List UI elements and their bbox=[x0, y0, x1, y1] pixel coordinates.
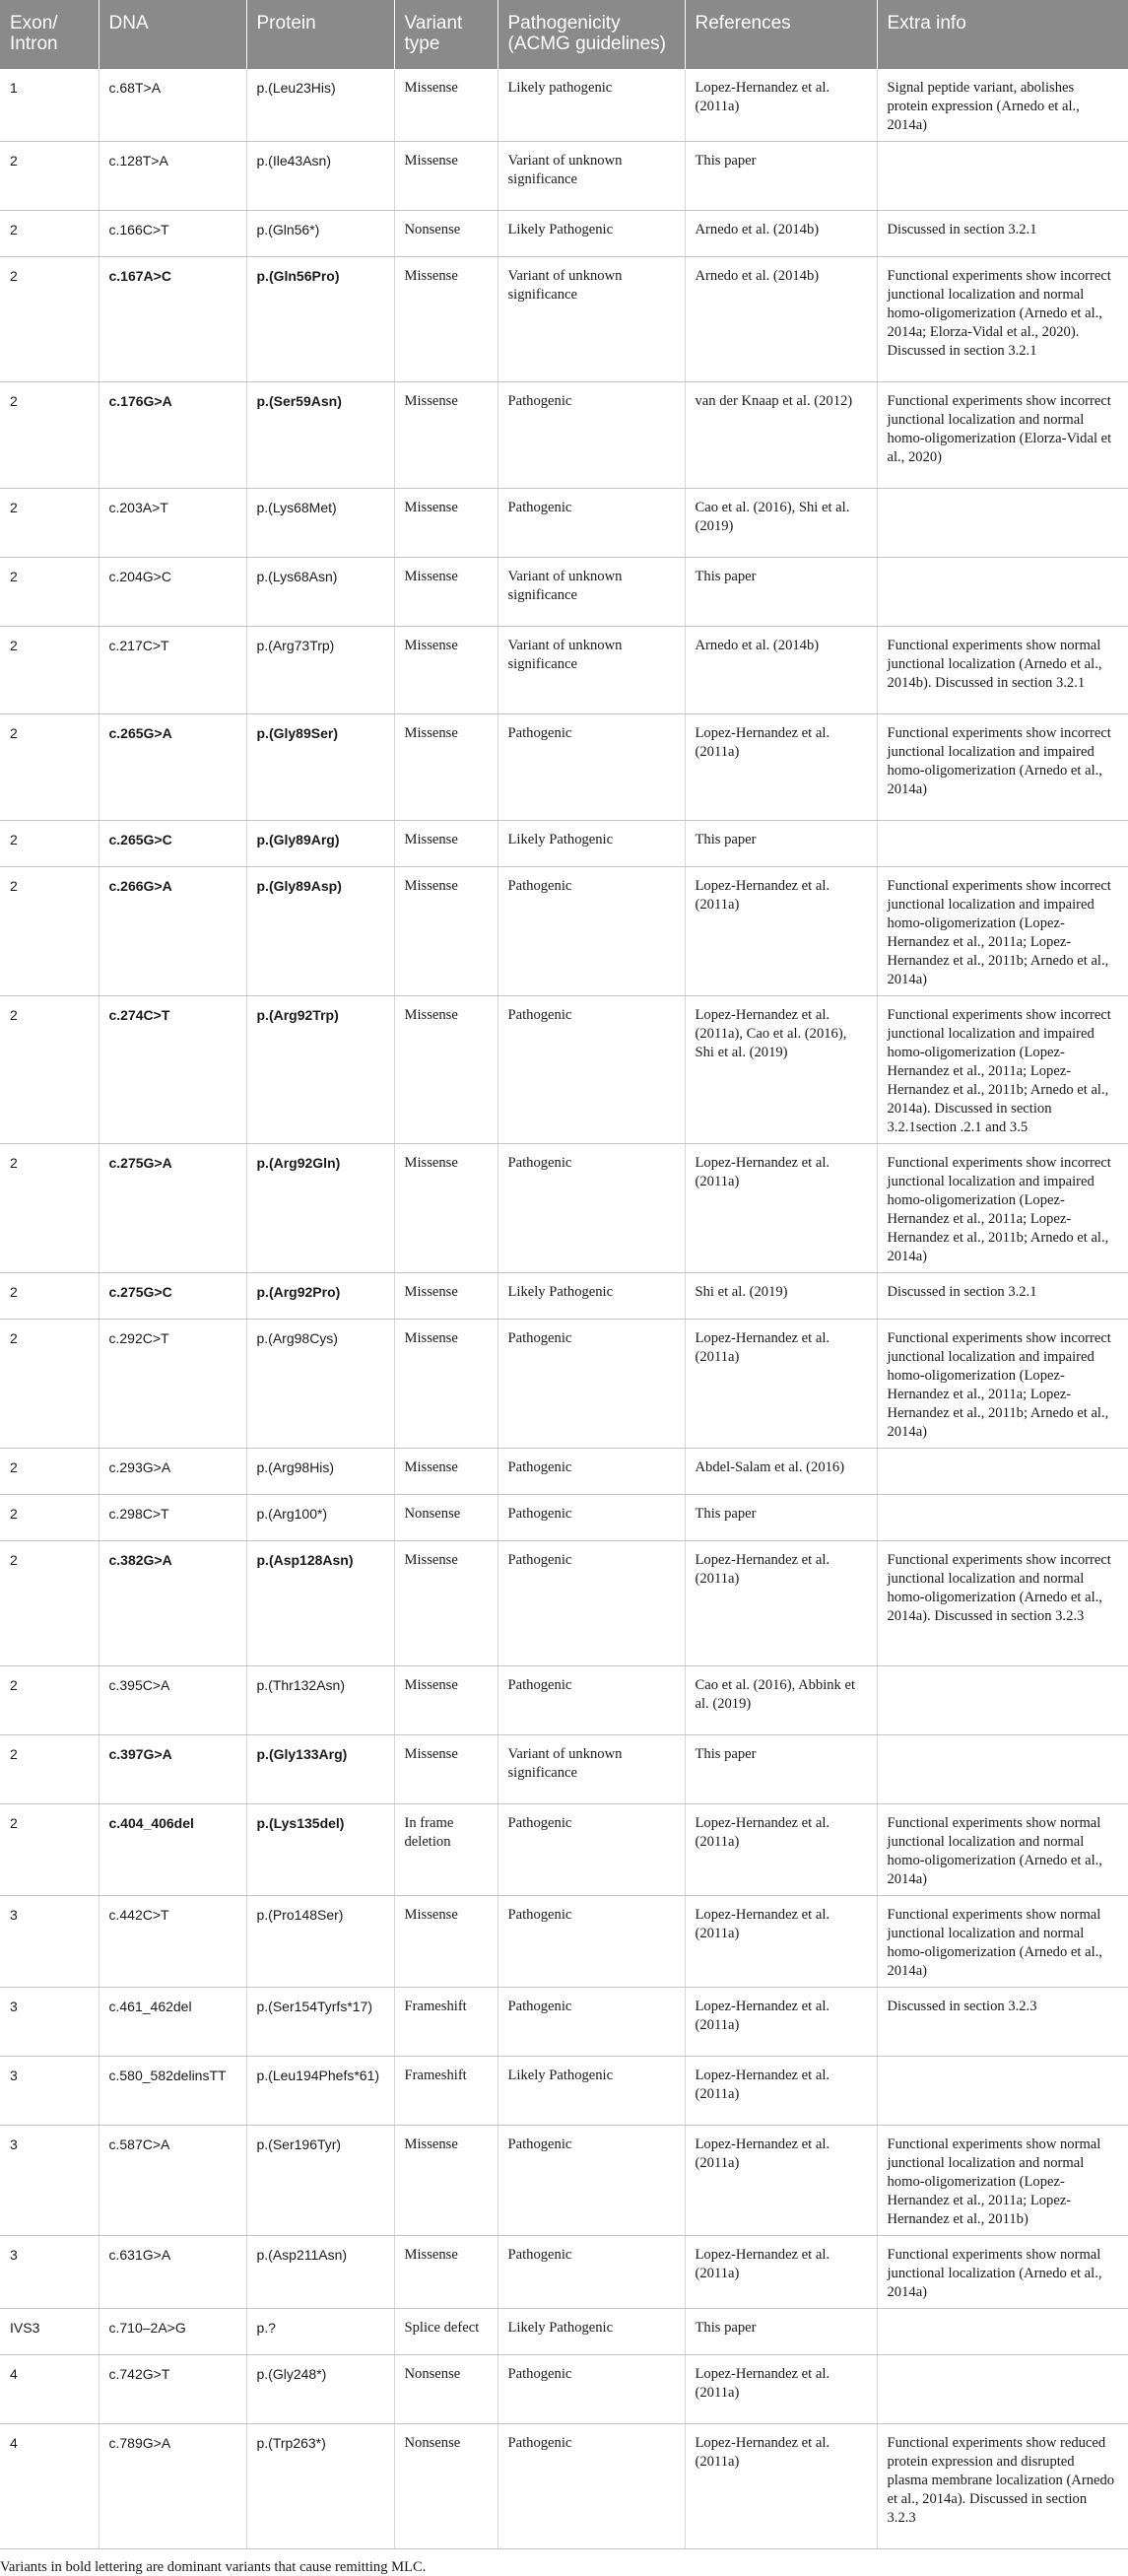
cell-variant-type: Missense bbox=[394, 489, 498, 558]
cell-exon: 4 bbox=[0, 2355, 99, 2424]
cell-protein: p.(Gln56*) bbox=[246, 211, 394, 257]
cell-dna: c.176G>A bbox=[99, 382, 246, 489]
cell-exon: 3 bbox=[0, 2057, 99, 2126]
cell-dna: c.68T>A bbox=[99, 69, 246, 142]
cell-variant-type: Missense bbox=[394, 2236, 498, 2309]
cell-pathogenicity: Variant of unknown significance bbox=[498, 142, 685, 211]
cell-exon: IVS3 bbox=[0, 2309, 99, 2355]
table-row bbox=[0, 1666, 1128, 1735]
cell-protein: p.(Pro148Ser) bbox=[246, 1896, 394, 1988]
cell-dna: c.265G>C bbox=[99, 821, 246, 867]
cell-variant-type: Missense bbox=[394, 142, 498, 211]
cell-pathogenicity: Likely pathogenic bbox=[498, 69, 685, 142]
cell-protein: p.(Leu194Phefs*61) bbox=[246, 2057, 394, 2126]
table-row bbox=[0, 382, 1128, 489]
cell-protein: p.(Arg92Gln) bbox=[246, 1144, 394, 1273]
cell-exon: 2 bbox=[0, 1144, 99, 1273]
cell-variant-type: Missense bbox=[394, 1449, 498, 1495]
cell-exon: 3 bbox=[0, 2126, 99, 2236]
cell-dna: c.789G>A bbox=[99, 2424, 246, 2549]
cell-references: Cao et al. (2016), Shi et al. (2019) bbox=[685, 489, 877, 558]
cell-exon: 2 bbox=[0, 867, 99, 996]
table-row bbox=[0, 2126, 1128, 2236]
cell-dna: c.275G>C bbox=[99, 1273, 246, 1320]
cell-exon: 2 bbox=[0, 142, 99, 211]
cell-variant-type: Missense bbox=[394, 1541, 498, 1666]
cell-extra-info: Signal peptide variant, abolishes protein expression (Arnedo et al., 2014a) bbox=[877, 69, 1128, 142]
cell-pathogenicity: Pathogenic bbox=[498, 1666, 685, 1735]
cell-extra-info: Functional experiments show normal junctional localization and normal homo-oligomerization (Lopez-Hernandez et al., 2011a; Lopez-Hernandez et al., 2011b) bbox=[877, 2126, 1128, 2236]
cell-references: This paper bbox=[685, 821, 877, 867]
cell-extra-info bbox=[877, 821, 1128, 867]
cell-protein: p.(Arg73Trp) bbox=[246, 627, 394, 714]
cell-dna: c.203A>T bbox=[99, 489, 246, 558]
cell-variant-type: Nonsense bbox=[394, 2355, 498, 2424]
cell-extra-info: Functional experiments show incorrect junctional localization and impaired homo-oligomerization (Lopez-Hernandez et al., 2011a; Lopez-Hernandez et al., 2011b; Arnedo et al., 2014a). Discussed in section 3.2.1section .2.1 and 3.5 bbox=[877, 996, 1128, 1144]
cell-dna: c.395C>A bbox=[99, 1666, 246, 1735]
cell-references: This paper bbox=[685, 2309, 877, 2355]
cell-variant-type: Missense bbox=[394, 1896, 498, 1988]
table-row bbox=[0, 142, 1128, 211]
cell-variant-type: In frame deletion bbox=[394, 1804, 498, 1896]
cell-protein: p.(Lys68Asn) bbox=[246, 558, 394, 627]
cell-exon: 3 bbox=[0, 2236, 99, 2309]
table-row bbox=[0, 2236, 1128, 2309]
cell-extra-info: Functional experiments show normal junctional localization and normal homo-oligomerization (Arnedo et al., 2014a) bbox=[877, 1896, 1128, 1988]
header-dna: DNA bbox=[99, 0, 246, 69]
header-extra-info: Extra info bbox=[877, 0, 1128, 69]
cell-references: This paper bbox=[685, 142, 877, 211]
cell-pathogenicity: Variant of unknown significance bbox=[498, 1735, 685, 1804]
table-row bbox=[0, 2309, 1128, 2355]
table-row bbox=[0, 1896, 1128, 1988]
cell-variant-type: Splice defect bbox=[394, 2309, 498, 2355]
cell-references: Cao et al. (2016), Abbink et al. (2019) bbox=[685, 1666, 877, 1735]
cell-references: Lopez-Hernandez et al. (2011a) bbox=[685, 714, 877, 821]
cell-variant-type: Missense bbox=[394, 382, 498, 489]
table-header-row bbox=[0, 0, 1128, 69]
cell-dna: c.442C>T bbox=[99, 1896, 246, 1988]
cell-references: van der Knaap et al. (2012) bbox=[685, 382, 877, 489]
cell-protein: p.(Asp128Asn) bbox=[246, 1541, 394, 1666]
cell-extra-info bbox=[877, 1666, 1128, 1735]
cell-dna: c.265G>A bbox=[99, 714, 246, 821]
cell-protein: p.(Lys135del) bbox=[246, 1804, 394, 1896]
cell-references: Lopez-Hernandez et al. (2011a), Cao et al. (2016), Shi et al. (2019) bbox=[685, 996, 877, 1144]
cell-protein: p.(Arg100*) bbox=[246, 1495, 394, 1541]
table-row bbox=[0, 2355, 1128, 2424]
cell-pathogenicity: Variant of unknown significance bbox=[498, 627, 685, 714]
header-variant-type: Variant type bbox=[394, 0, 498, 69]
cell-protein: p.(Gly89Asp) bbox=[246, 867, 394, 996]
cell-extra-info bbox=[877, 2355, 1128, 2424]
header-protein: Protein bbox=[246, 0, 394, 69]
cell-extra-info: Functional experiments show normal junctional localization (Arnedo et al., 2014a) bbox=[877, 2236, 1128, 2309]
cell-references: This paper bbox=[685, 558, 877, 627]
cell-dna: c.128T>A bbox=[99, 142, 246, 211]
cell-dna: c.293G>A bbox=[99, 1449, 246, 1495]
cell-dna: c.382G>A bbox=[99, 1541, 246, 1666]
cell-references: Lopez-Hernandez et al. (2011a) bbox=[685, 867, 877, 996]
cell-pathogenicity: Pathogenic bbox=[498, 1896, 685, 1988]
cell-dna: c.580_582delinsTT bbox=[99, 2057, 246, 2126]
cell-exon: 2 bbox=[0, 627, 99, 714]
cell-extra-info bbox=[877, 558, 1128, 627]
cell-variant-type: Missense bbox=[394, 1273, 498, 1320]
cell-references: Lopez-Hernandez et al. (2011a) bbox=[685, 2424, 877, 2549]
cell-extra-info: Discussed in section 3.2.1 bbox=[877, 1273, 1128, 1320]
cell-extra-info bbox=[877, 1735, 1128, 1804]
header-references: References bbox=[685, 0, 877, 69]
cell-pathogenicity: Pathogenic bbox=[498, 1541, 685, 1666]
cell-pathogenicity: Pathogenic bbox=[498, 1449, 685, 1495]
cell-pathogenicity: Pathogenic bbox=[498, 1495, 685, 1541]
cell-protein: p.(Arg98His) bbox=[246, 1449, 394, 1495]
cell-variant-type: Missense bbox=[394, 1666, 498, 1735]
table-row bbox=[0, 2424, 1128, 2549]
cell-pathogenicity: Pathogenic bbox=[498, 2355, 685, 2424]
table-row bbox=[0, 1495, 1128, 1541]
cell-references: Lopez-Hernandez et al. (2011a) bbox=[685, 1144, 877, 1273]
cell-dna: c.742G>T bbox=[99, 2355, 246, 2424]
cell-dna: c.217C>T bbox=[99, 627, 246, 714]
table-row bbox=[0, 1273, 1128, 1320]
cell-references: Shi et al. (2019) bbox=[685, 1273, 877, 1320]
cell-dna: c.275G>A bbox=[99, 1144, 246, 1273]
cell-exon: 2 bbox=[0, 211, 99, 257]
table-row bbox=[0, 558, 1128, 627]
table-row bbox=[0, 1144, 1128, 1273]
cell-protein: p.(Gly248*) bbox=[246, 2355, 394, 2424]
cell-dna: c.587C>A bbox=[99, 2126, 246, 2236]
table-row bbox=[0, 211, 1128, 257]
cell-variant-type: Missense bbox=[394, 714, 498, 821]
cell-pathogenicity: Likely Pathogenic bbox=[498, 211, 685, 257]
cell-protein: p.(Ile43Asn) bbox=[246, 142, 394, 211]
cell-dna: c.397G>A bbox=[99, 1735, 246, 1804]
cell-exon: 2 bbox=[0, 1666, 99, 1735]
cell-extra-info: Functional experiments show incorrect junctional localization and impaired homo-oligomerization (Lopez-Hernandez et al., 2011a; Lopez-Hernandez et al., 2011b; Arnedo et al., 2014a) bbox=[877, 867, 1128, 996]
cell-exon: 2 bbox=[0, 996, 99, 1144]
cell-variant-type: Missense bbox=[394, 257, 498, 382]
cell-references: Lopez-Hernandez et al. (2011a) bbox=[685, 69, 877, 142]
cell-extra-info: Functional experiments show incorrect junctional localization and impaired homo-oligomerization (Lopez-Hernandez et al., 2011a; Lopez-Hernandez et al., 2011b; Arnedo et al., 2014a) bbox=[877, 1144, 1128, 1273]
cell-references: Abdel-Salam et al. (2016) bbox=[685, 1449, 877, 1495]
cell-variant-type: Missense bbox=[394, 1144, 498, 1273]
cell-exon: 2 bbox=[0, 1273, 99, 1320]
cell-exon: 3 bbox=[0, 1896, 99, 1988]
cell-variant-type: Missense bbox=[394, 1320, 498, 1449]
cell-protein: p.(Lys68Met) bbox=[246, 489, 394, 558]
cell-extra-info bbox=[877, 142, 1128, 211]
table-footnote: Variants in bold lettering are dominant variants that cause remitting MLC. bbox=[0, 2559, 427, 2575]
cell-dna: c.167A>C bbox=[99, 257, 246, 382]
cell-references: Lopez-Hernandez et al. (2011a) bbox=[685, 1988, 877, 2057]
cell-protein: p.(Thr132Asn) bbox=[246, 1666, 394, 1735]
cell-exon: 2 bbox=[0, 558, 99, 627]
cell-extra-info: Functional experiments show incorrect junctional localization and normal homo-oligomerization (Arnedo et al., 2014a; Elorza-Vidal et al., 2020). Discussed in section 3.2.1 bbox=[877, 257, 1128, 382]
cell-pathogenicity: Likely Pathogenic bbox=[498, 2309, 685, 2355]
cell-pathogenicity: Likely Pathogenic bbox=[498, 2057, 685, 2126]
table-row bbox=[0, 489, 1128, 558]
cell-extra-info: Functional experiments show incorrect junctional localization and normal homo-oligomerization (Elorza-Vidal et al., 2020) bbox=[877, 382, 1128, 489]
table-row bbox=[0, 1804, 1128, 1896]
cell-extra-info: Functional experiments show incorrect junctional localization and normal homo-oligomerization (Arnedo et al., 2014a). Discussed in section 3.2.3 bbox=[877, 1541, 1128, 1666]
cell-dna: c.631G>A bbox=[99, 2236, 246, 2309]
cell-pathogenicity: Pathogenic bbox=[498, 382, 685, 489]
cell-variant-type: Missense bbox=[394, 821, 498, 867]
table-row bbox=[0, 1541, 1128, 1666]
cell-exon: 2 bbox=[0, 1804, 99, 1896]
cell-pathogenicity: Pathogenic bbox=[498, 1804, 685, 1896]
cell-extra-info: Functional experiments show reduced protein expression and disrupted plasma membrane localization (Arnedo et al., 2014a). Discussed in section 3.2.3 bbox=[877, 2424, 1128, 2549]
cell-references: Lopez-Hernandez et al. (2011a) bbox=[685, 1804, 877, 1896]
cell-references: This paper bbox=[685, 1495, 877, 1541]
cell-protein: p.? bbox=[246, 2309, 394, 2355]
table-row bbox=[0, 867, 1128, 996]
table-row bbox=[0, 714, 1128, 821]
cell-extra-info bbox=[877, 489, 1128, 558]
cell-protein: p.(Trp263*) bbox=[246, 2424, 394, 2549]
cell-exon: 3 bbox=[0, 1988, 99, 2057]
cell-variant-type: Missense bbox=[394, 996, 498, 1144]
cell-protein: p.(Arg98Cys) bbox=[246, 1320, 394, 1449]
cell-extra-info: Functional experiments show incorrect junctional localization and impaired homo-oligomerization (Arnedo et al., 2014a) bbox=[877, 714, 1128, 821]
header-pathogenicity: Pathogenicity (ACMG guidelines) bbox=[498, 0, 685, 69]
cell-variant-type: Frameshift bbox=[394, 1988, 498, 2057]
cell-variant-type: Missense bbox=[394, 69, 498, 142]
cell-references: Arnedo et al. (2014b) bbox=[685, 627, 877, 714]
cell-exon: 1 bbox=[0, 69, 99, 142]
cell-references: Arnedo et al. (2014b) bbox=[685, 211, 877, 257]
cell-variant-type: Missense bbox=[394, 627, 498, 714]
cell-pathogenicity: Variant of unknown significance bbox=[498, 558, 685, 627]
cell-protein: p.(Ser59Asn) bbox=[246, 382, 394, 489]
cell-pathogenicity: Pathogenic bbox=[498, 489, 685, 558]
cell-variant-type: Missense bbox=[394, 2126, 498, 2236]
cell-references: This paper bbox=[685, 1735, 877, 1804]
table-row bbox=[0, 627, 1128, 714]
cell-pathogenicity: Pathogenic bbox=[498, 2126, 685, 2236]
cell-variant-type: Missense bbox=[394, 558, 498, 627]
cell-dna: c.274C>T bbox=[99, 996, 246, 1144]
table-row bbox=[0, 1735, 1128, 1804]
table-row bbox=[0, 1449, 1128, 1495]
cell-dna: c.404_406del bbox=[99, 1804, 246, 1896]
cell-pathogenicity: Pathogenic bbox=[498, 714, 685, 821]
table-row bbox=[0, 821, 1128, 867]
cell-extra-info bbox=[877, 1495, 1128, 1541]
cell-variant-type: Nonsense bbox=[394, 2424, 498, 2549]
cell-pathogenicity: Pathogenic bbox=[498, 2236, 685, 2309]
cell-exon: 2 bbox=[0, 382, 99, 489]
cell-protein: p.(Arg92Pro) bbox=[246, 1273, 394, 1320]
table-row bbox=[0, 1988, 1128, 2057]
cell-references: Lopez-Hernandez et al. (2011a) bbox=[685, 1541, 877, 1666]
cell-exon: 2 bbox=[0, 821, 99, 867]
cell-variant-type: Missense bbox=[394, 867, 498, 996]
table-body bbox=[0, 69, 1128, 2549]
cell-dna: c.461_462del bbox=[99, 1988, 246, 2057]
cell-dna: c.266G>A bbox=[99, 867, 246, 996]
cell-extra-info bbox=[877, 1449, 1128, 1495]
cell-references: Lopez-Hernandez et al. (2011a) bbox=[685, 2355, 877, 2424]
cell-extra-info: Discussed in section 3.2.3 bbox=[877, 1988, 1128, 2057]
cell-pathogenicity: Pathogenic bbox=[498, 1988, 685, 2057]
table-row bbox=[0, 69, 1128, 142]
cell-protein: p.(Gly133Arg) bbox=[246, 1735, 394, 1804]
cell-protein: p.(Gln56Pro) bbox=[246, 257, 394, 382]
cell-extra-info: Functional experiments show normal junctional localization and normal homo-oligomerization (Arnedo et al., 2014a) bbox=[877, 1804, 1128, 1896]
table-row bbox=[0, 1320, 1128, 1449]
cell-dna: c.710–2A>G bbox=[99, 2309, 246, 2355]
cell-references: Lopez-Hernandez et al. (2011a) bbox=[685, 2057, 877, 2126]
cell-references: Arnedo et al. (2014b) bbox=[685, 257, 877, 382]
cell-exon: 2 bbox=[0, 714, 99, 821]
cell-protein: p.(Gly89Arg) bbox=[246, 821, 394, 867]
cell-variant-type: Frameshift bbox=[394, 2057, 498, 2126]
table-row bbox=[0, 996, 1128, 1144]
cell-exon: 2 bbox=[0, 1735, 99, 1804]
cell-variant-type: Nonsense bbox=[394, 211, 498, 257]
cell-pathogenicity: Pathogenic bbox=[498, 867, 685, 996]
cell-extra-info bbox=[877, 2309, 1128, 2355]
cell-pathogenicity: Pathogenic bbox=[498, 996, 685, 1144]
cell-dna: c.292C>T bbox=[99, 1320, 246, 1449]
cell-protein: p.(Asp211Asn) bbox=[246, 2236, 394, 2309]
cell-pathogenicity: Variant of unknown significance bbox=[498, 257, 685, 382]
cell-dna: c.166C>T bbox=[99, 211, 246, 257]
cell-references: Lopez-Hernandez et al. (2011a) bbox=[685, 2126, 877, 2236]
cell-extra-info bbox=[877, 2057, 1128, 2126]
cell-exon: 2 bbox=[0, 1541, 99, 1666]
cell-protein: p.(Ser154Tyrfs*17) bbox=[246, 1988, 394, 2057]
cell-exon: 2 bbox=[0, 1495, 99, 1541]
table-row bbox=[0, 2057, 1128, 2126]
cell-protein: p.(Gly89Ser) bbox=[246, 714, 394, 821]
cell-pathogenicity: Pathogenic bbox=[498, 1320, 685, 1449]
cell-exon: 2 bbox=[0, 257, 99, 382]
cell-extra-info: Functional experiments show incorrect junctional localization and impaired homo-oligomerization (Lopez-Hernandez et al., 2011a; Lopez-Hernandez et al., 2011b; Arnedo et al., 2014a) bbox=[877, 1320, 1128, 1449]
cell-protein: p.(Arg92Trp) bbox=[246, 996, 394, 1144]
cell-pathogenicity: Likely Pathogenic bbox=[498, 821, 685, 867]
cell-exon: 2 bbox=[0, 1320, 99, 1449]
cell-variant-type: Missense bbox=[394, 1735, 498, 1804]
table-row bbox=[0, 257, 1128, 382]
cell-dna: c.298C>T bbox=[99, 1495, 246, 1541]
cell-extra-info: Discussed in section 3.2.1 bbox=[877, 211, 1128, 257]
cell-references: Lopez-Hernandez et al. (2011a) bbox=[685, 1896, 877, 1988]
header-exon-intron: Exon/ Intron bbox=[0, 0, 99, 69]
cell-extra-info: Functional experiments show normal junctional localization (Arnedo et al., 2014b). Discussed in section 3.2.1 bbox=[877, 627, 1128, 714]
cell-references: Lopez-Hernandez et al. (2011a) bbox=[685, 2236, 877, 2309]
cell-references: Lopez-Hernandez et al. (2011a) bbox=[685, 1320, 877, 1449]
cell-protein: p.(Leu23His) bbox=[246, 69, 394, 142]
cell-variant-type: Nonsense bbox=[394, 1495, 498, 1541]
cell-pathogenicity: Likely Pathogenic bbox=[498, 1273, 685, 1320]
cell-pathogenicity: Pathogenic bbox=[498, 2424, 685, 2549]
cell-protein: p.(Ser196Tyr) bbox=[246, 2126, 394, 2236]
cell-exon: 4 bbox=[0, 2424, 99, 2549]
cell-pathogenicity: Pathogenic bbox=[498, 1144, 685, 1273]
cell-dna: c.204G>C bbox=[99, 558, 246, 627]
cell-exon: 2 bbox=[0, 1449, 99, 1495]
cell-exon: 2 bbox=[0, 489, 99, 558]
